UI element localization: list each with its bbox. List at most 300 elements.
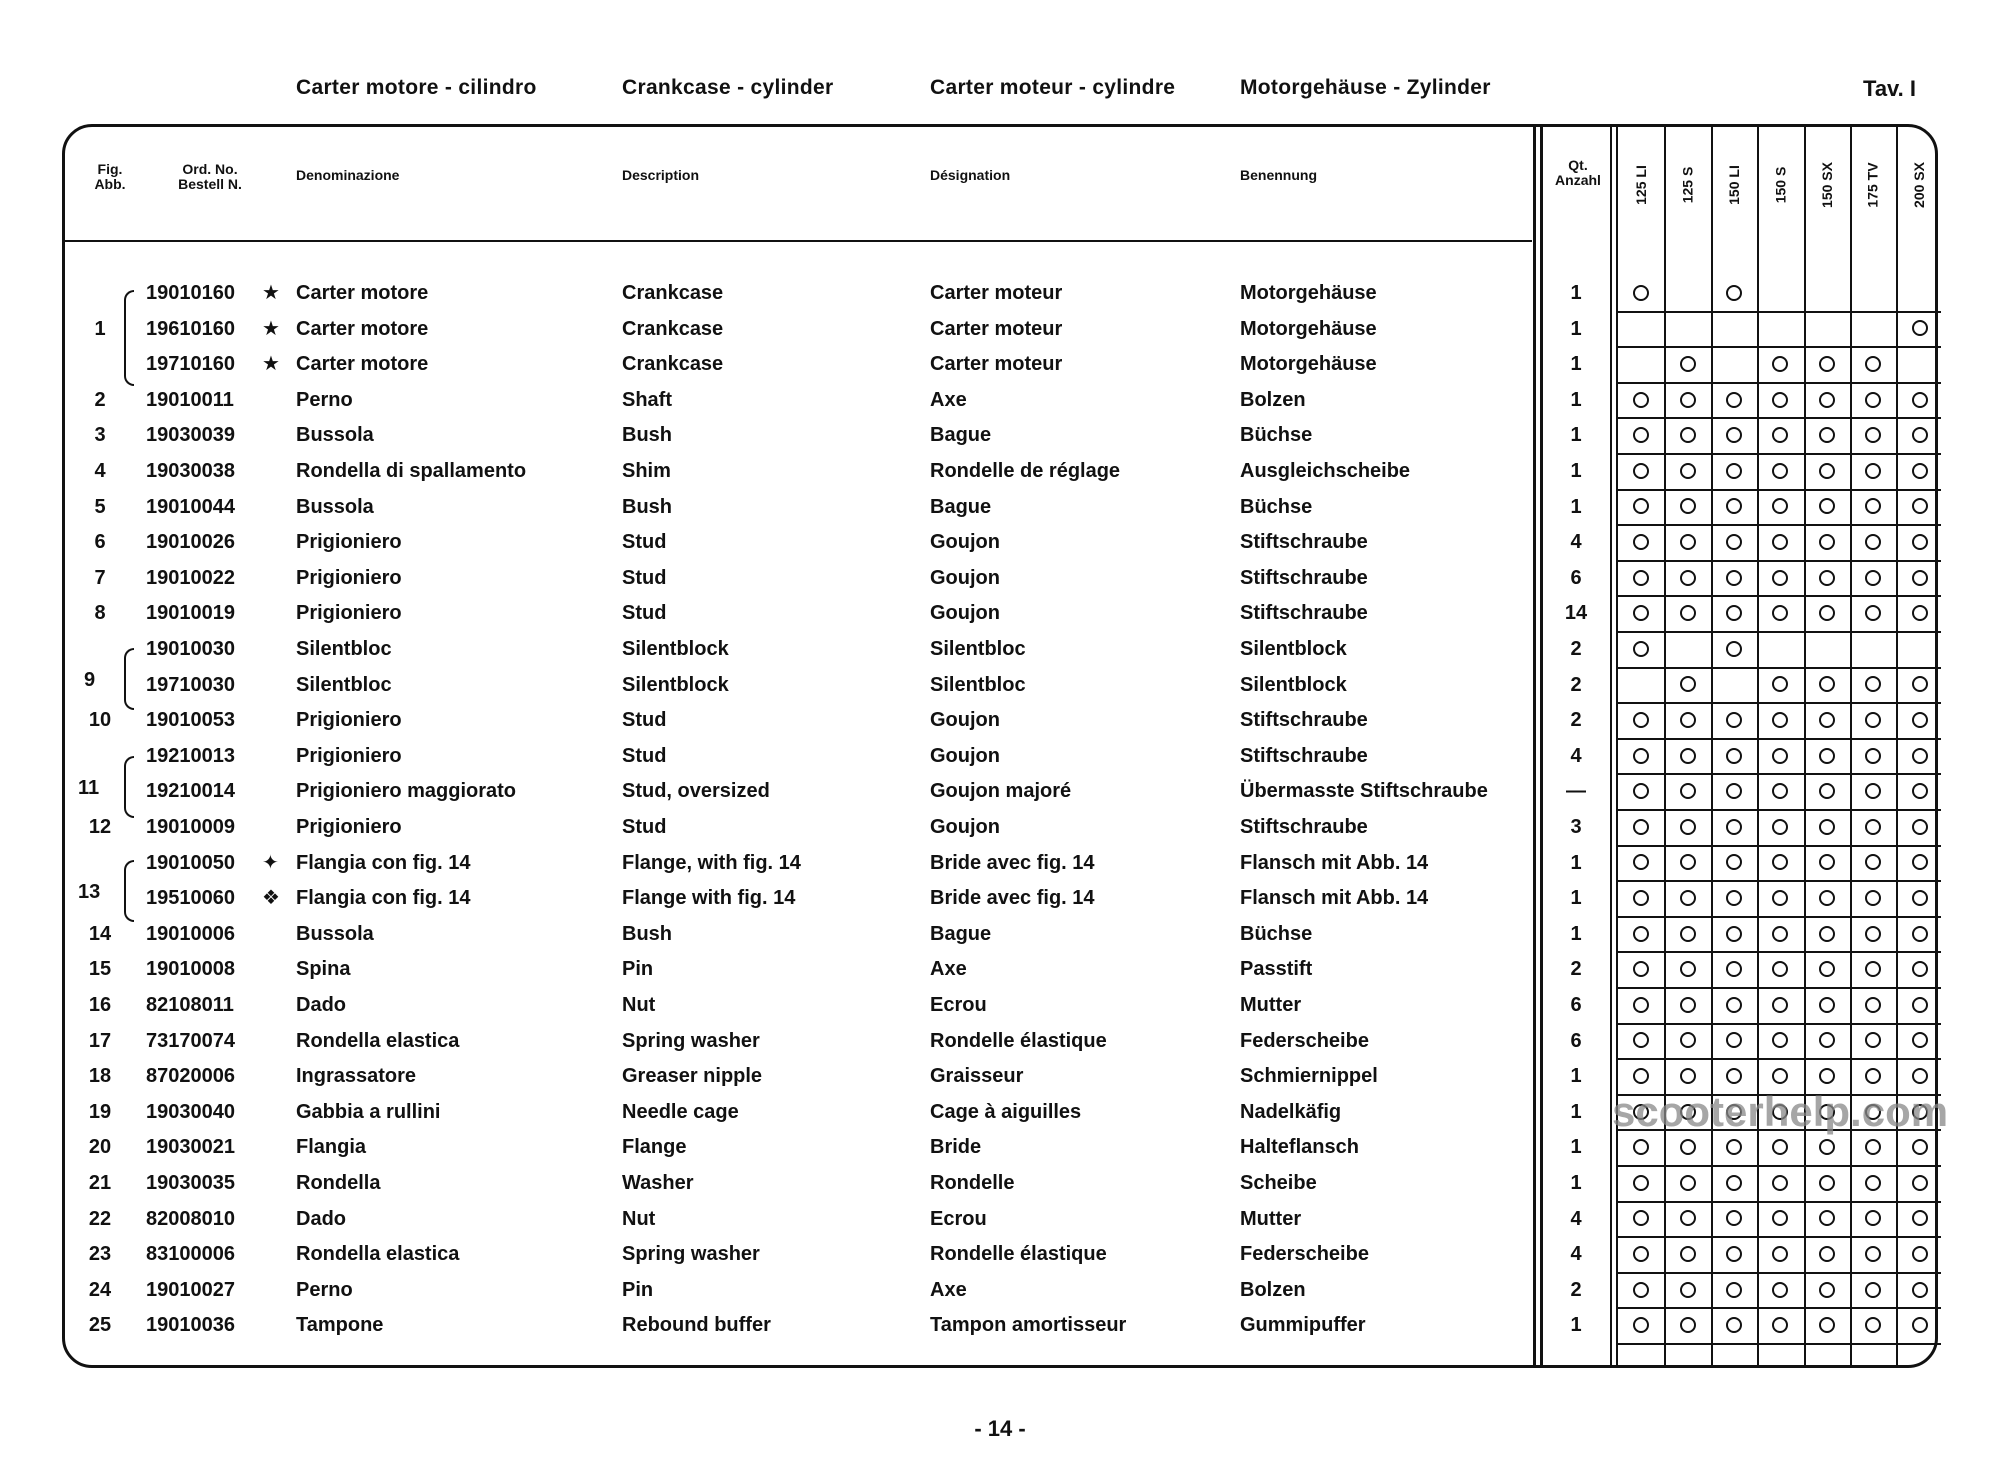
applicability-mark: [1819, 712, 1835, 728]
applicability-mark: [1726, 1210, 1742, 1226]
applicability-mark: [1819, 605, 1835, 621]
cell-ord: 19010027: [146, 1278, 235, 1301]
applicability-mark: [1772, 1282, 1788, 1298]
cell-fr: Axe: [930, 1278, 967, 1301]
applicability-mark: [1680, 1175, 1696, 1191]
applicability-mark: [1865, 463, 1881, 479]
cell-qty: 6: [1570, 566, 1582, 589]
applicability-mark: [1633, 285, 1649, 301]
cell-it: Carter motore: [296, 282, 429, 304]
cell-fr: Carter moteur: [930, 317, 1063, 340]
cell-ord: 19030039: [146, 424, 235, 447]
cell-en: Crankcase: [622, 282, 724, 304]
applicability-mark: [1633, 570, 1649, 586]
row-grid-line: [1618, 1343, 1941, 1345]
applicability-mark: [1865, 783, 1881, 799]
applicability-mark: [1912, 1068, 1928, 1084]
applicability-mark: [1633, 997, 1649, 1013]
title-italian: Carter motore - cilindro: [296, 76, 537, 99]
cell-en: Stud: [622, 531, 667, 554]
applicability-mark: [1726, 641, 1742, 657]
cell-de: Stiftschraube: [1240, 709, 1368, 732]
cell-fr: Rondelle élastique: [930, 1243, 1107, 1266]
cell-qty: 4: [1570, 1243, 1582, 1266]
table-row: [0, 668, 2000, 703]
cell-de: Bolzen: [1240, 388, 1306, 411]
applicability-mark: [1680, 1210, 1696, 1226]
applicability-mark: [1726, 1032, 1742, 1048]
cell-fig: 16: [88, 994, 112, 1016]
cell-fig: 4: [94, 460, 106, 482]
cell-en: Silentblock: [622, 673, 729, 696]
cell-fr: Carter moteur: [930, 282, 1063, 304]
applicability-mark: [1819, 1210, 1835, 1226]
applicability-mark: [1680, 605, 1696, 621]
cell-it: Tampone: [296, 1314, 384, 1337]
applicability-mark: [1772, 356, 1788, 372]
applicability-mark: [1726, 712, 1742, 728]
applicability-mark: [1633, 427, 1649, 443]
variant-label: 200 SX: [1911, 162, 1928, 208]
cell-en: Nut: [622, 994, 656, 1016]
applicability-mark: [1726, 1317, 1742, 1333]
cell-fig: 22: [88, 1207, 112, 1230]
applicability-mark: [1865, 961, 1881, 977]
cell-mark: ✦: [262, 851, 279, 874]
cell-en: Stud: [622, 602, 667, 625]
variant-header: [1760, 150, 1800, 220]
cell-ord: 83100006: [146, 1243, 235, 1266]
applicability-mark: [1772, 819, 1788, 835]
applicability-mark: [1865, 1210, 1881, 1226]
cell-qty: 1: [1570, 1172, 1582, 1194]
cell-fr: Goujon majoré: [930, 780, 1072, 803]
applicability-mark: [1726, 997, 1742, 1013]
table-row: [0, 312, 2000, 347]
cell-qty: 1: [1570, 353, 1582, 376]
cell-fig: 20: [88, 1136, 112, 1159]
cell-qty: 1: [1570, 922, 1582, 945]
applicability-mark: [1772, 961, 1788, 977]
cell-fig: 6: [94, 531, 106, 554]
applicability-mark: [1865, 356, 1881, 372]
cell-fig: 24: [88, 1278, 112, 1301]
applicability-mark: [1912, 427, 1928, 443]
applicability-mark: [1865, 605, 1881, 621]
applicability-mark: [1772, 997, 1788, 1013]
applicability-mark: [1819, 570, 1835, 586]
cell-de: Federscheibe: [1240, 1029, 1369, 1052]
cell-ord: 19030021: [146, 1136, 235, 1159]
cell-fr: Goujon: [930, 531, 1000, 554]
applicability-mark: [1819, 819, 1835, 835]
applicability-mark: [1865, 712, 1881, 728]
table-row: [0, 561, 2000, 596]
cell-ord: 82008010: [146, 1207, 235, 1230]
cell-de: Halteflansch: [1240, 1136, 1359, 1159]
applicability-mark: [1726, 605, 1742, 621]
cell-fig: 19: [88, 1100, 112, 1123]
cell-ord: 19010050: [146, 851, 235, 874]
table-row: [0, 810, 2000, 845]
cell-fr: Ecrou: [930, 994, 987, 1016]
variant-header: [1714, 150, 1754, 220]
applicability-mark: [1772, 1317, 1788, 1333]
cell-ord: 19030038: [146, 460, 235, 482]
cell-ord: 19010011: [146, 388, 234, 411]
applicability-mark: [1865, 1032, 1881, 1048]
cell-it: Flangia con fig. 14: [296, 887, 471, 910]
cell-ord: 19010008: [146, 958, 235, 981]
cell-en: Stud, oversized: [622, 780, 770, 803]
cell-qty: 4: [1570, 744, 1582, 767]
cell-de: Stiftschraube: [1240, 531, 1368, 554]
applicability-mark: [1865, 676, 1881, 692]
applicability-mark: [1772, 570, 1788, 586]
applicability-mark: [1772, 534, 1788, 550]
cell-fr: Goujon: [930, 744, 1000, 767]
cell-en: Stud: [622, 566, 667, 589]
cell-ord: 19010030: [146, 638, 235, 660]
applicability-mark: [1865, 1282, 1881, 1298]
cell-ord: 73170074: [146, 1029, 235, 1052]
cell-de: Ausgleichscheibe: [1240, 460, 1411, 482]
cell-fr: Axe: [930, 958, 967, 981]
cell-de: Mutter: [1240, 994, 1302, 1016]
cell-it: Perno: [296, 388, 353, 411]
applicability-mark: [1680, 783, 1696, 799]
cell-de: Stiftschraube: [1240, 816, 1368, 838]
watermark-logo: [1612, 1070, 1949, 1150]
group-fig-9: 9: [84, 669, 96, 691]
cell-qty: 2: [1570, 958, 1582, 981]
applicability-mark: [1633, 890, 1649, 906]
cell-en: Shim: [622, 460, 671, 482]
applicability-mark: [1865, 819, 1881, 835]
table-row: [0, 988, 2000, 1023]
cell-de: Stiftschraube: [1240, 566, 1368, 589]
page-number: - 14 -: [974, 1416, 1026, 1441]
cell-mark: ★: [262, 282, 280, 304]
cell-fr: Graisseur: [930, 1065, 1024, 1088]
cell-de: Gummipuffer: [1240, 1314, 1366, 1337]
cell-qty: 1: [1570, 282, 1582, 304]
group-brace-13: [124, 860, 134, 922]
cell-en: Stud: [622, 816, 667, 838]
applicability-mark: [1633, 712, 1649, 728]
table-row: [0, 418, 2000, 453]
applicability-mark: [1680, 534, 1696, 550]
cell-en: Pin: [622, 958, 654, 981]
applicability-mark: [1819, 392, 1835, 408]
cell-de: Scheibe: [1240, 1172, 1317, 1194]
col-order-number: Ord. No. Bestell N.: [178, 161, 242, 192]
cell-ord: 19010022: [146, 566, 235, 589]
applicability-mark: [1865, 534, 1881, 550]
cell-fr: Rondelle élastique: [930, 1029, 1107, 1052]
cell-ord: 19010019: [146, 602, 235, 625]
cell-en: Needle cage: [622, 1100, 739, 1123]
header-divider: [62, 240, 1532, 242]
cell-de: Silentblock: [1240, 638, 1347, 660]
cell-mark: ★: [262, 353, 280, 376]
applicability-mark: [1772, 427, 1788, 443]
cell-fr: Silentbloc: [930, 638, 1026, 660]
applicability-mark: [1912, 1282, 1928, 1298]
cell-en: Flange with fig. 14: [622, 887, 796, 910]
cell-qty: 2: [1570, 673, 1582, 696]
cell-qty: 6: [1570, 1029, 1582, 1052]
table-row: [0, 1237, 2000, 1272]
cell-fig: 10: [88, 709, 112, 732]
col-english: Description: [622, 167, 700, 183]
cell-it: Silentbloc: [296, 673, 392, 696]
title-english: Crankcase - cylinder: [622, 76, 834, 99]
cell-de: Stiftschraube: [1240, 602, 1368, 625]
cell-fr: Ecrou: [930, 1207, 987, 1230]
table-row: [0, 525, 2000, 560]
applicability-mark: [1633, 534, 1649, 550]
applicability-mark: [1819, 1317, 1835, 1333]
table-row: [0, 347, 2000, 382]
cell-de: Büchse: [1240, 424, 1313, 447]
applicability-mark: [1772, 498, 1788, 514]
applicability-mark: [1912, 498, 1928, 514]
applicability-mark: [1772, 676, 1788, 692]
cell-de: Flansch mit Abb. 14: [1240, 887, 1429, 910]
cell-de: Mutter: [1240, 1207, 1302, 1230]
applicability-mark: [1912, 890, 1928, 906]
applicability-mark: [1772, 605, 1788, 621]
cell-it: Rondella elastica: [296, 1029, 460, 1052]
table-row: [0, 596, 2000, 631]
applicability-mark: [1680, 712, 1696, 728]
cell-fig: 15: [88, 958, 112, 981]
applicability-mark: [1819, 1282, 1835, 1298]
applicability-mark: [1633, 854, 1649, 870]
plate-number: Tav. I: [1863, 76, 1916, 101]
applicability-mark: [1912, 1317, 1928, 1333]
applicability-mark: [1680, 1317, 1696, 1333]
applicability-mark: [1726, 463, 1742, 479]
applicability-mark: [1680, 392, 1696, 408]
applicability-mark: [1726, 285, 1742, 301]
applicability-mark: [1865, 1175, 1881, 1191]
cell-qty: 1: [1570, 495, 1582, 518]
applicability-mark: [1772, 1032, 1788, 1048]
applicability-mark: [1819, 997, 1835, 1013]
applicability-mark: [1912, 534, 1928, 550]
cell-fig: 7: [94, 566, 106, 589]
variant-header: [1621, 150, 1661, 220]
applicability-mark: [1819, 961, 1835, 977]
cell-fr: Goujon: [930, 816, 1000, 838]
table-row: [0, 774, 2000, 809]
cell-en: Stud: [622, 744, 667, 767]
cell-en: Flange, with fig. 14: [622, 851, 801, 874]
applicability-mark: [1772, 890, 1788, 906]
cell-qty: 1: [1570, 1136, 1582, 1159]
applicability-mark: [1772, 392, 1788, 408]
applicability-mark: [1726, 961, 1742, 977]
cell-fr: Bride avec fig. 14: [930, 851, 1095, 874]
cell-de: Motorgehäuse: [1240, 353, 1377, 376]
applicability-mark: [1912, 783, 1928, 799]
cell-qty: 1: [1570, 1100, 1582, 1123]
applicability-mark: [1865, 926, 1881, 942]
cell-en: Pin: [622, 1278, 654, 1301]
cell-it: Rondella elastica: [296, 1243, 460, 1266]
cell-de: Büchse: [1240, 922, 1313, 945]
title-french: Carter moteur - cylindre: [930, 76, 1176, 99]
applicability-mark: [1912, 676, 1928, 692]
cell-qty: 1: [1570, 460, 1582, 482]
applicability-mark: [1865, 392, 1881, 408]
applicability-mark: [1633, 748, 1649, 764]
applicability-mark: [1865, 1246, 1881, 1262]
table-row: [0, 1202, 2000, 1237]
cell-ord: 19030040: [146, 1100, 235, 1123]
applicability-mark: [1633, 1317, 1649, 1333]
applicability-mark: [1912, 1032, 1928, 1048]
col-german: Benennung: [1240, 167, 1317, 183]
group-fig-11: 11: [78, 777, 100, 799]
table-row: [0, 952, 2000, 987]
applicability-mark: [1865, 997, 1881, 1013]
cell-de: Büchse: [1240, 495, 1313, 518]
applicability-mark: [1865, 427, 1881, 443]
cell-ord: 19010044: [146, 495, 235, 518]
cell-it: Prigioniero: [296, 709, 402, 732]
cell-de: Übermasste Stiftschraube: [1240, 780, 1488, 803]
cell-it: Silentbloc: [296, 638, 392, 660]
applicability-mark: [1772, 783, 1788, 799]
cell-it: Prigioniero: [296, 744, 402, 767]
applicability-mark: [1726, 1175, 1742, 1191]
applicability-mark: [1726, 819, 1742, 835]
applicability-mark: [1633, 605, 1649, 621]
applicability-mark: [1819, 748, 1835, 764]
applicability-mark: [1819, 926, 1835, 942]
cell-fr: Rondelle de réglage: [930, 460, 1121, 482]
table-row: [0, 383, 2000, 418]
applicability-mark: [1680, 819, 1696, 835]
applicability-mark: [1680, 961, 1696, 977]
applicability-mark: [1865, 890, 1881, 906]
cell-it: Ingrassatore: [296, 1065, 417, 1088]
cell-qty: 3: [1570, 816, 1582, 838]
cell-fr: Bague: [930, 922, 992, 945]
cell-en: Spring washer: [622, 1243, 760, 1266]
cell-it: Bussola: [296, 495, 374, 518]
cell-it: Prigioniero maggiorato: [296, 780, 517, 803]
watermark-text: scooterhelp.com: [1612, 1088, 1949, 1135]
applicability-mark: [1865, 570, 1881, 586]
applicability-mark: [1819, 463, 1835, 479]
applicability-mark: [1912, 961, 1928, 977]
cell-ord: 19010006: [146, 922, 235, 945]
cell-fig: 14: [88, 922, 112, 945]
col-french: Désignation: [930, 167, 1011, 183]
applicability-mark: [1726, 1282, 1742, 1298]
cell-ord: 19610160: [146, 317, 235, 340]
cell-ord: 19010160: [146, 282, 235, 304]
variant-label: 125 S: [1679, 166, 1696, 204]
variant-header: [1899, 150, 1939, 220]
table-row: [0, 1024, 2000, 1059]
cell-fig: 21: [88, 1172, 112, 1194]
cell-fr: Axe: [930, 388, 967, 411]
applicability-mark: [1819, 427, 1835, 443]
table-row: [0, 739, 2000, 774]
table-row: [0, 703, 2000, 738]
cell-fr: Carter moteur: [930, 353, 1063, 376]
cell-it: Carter motore: [296, 353, 429, 376]
cell-it: Dado: [296, 1207, 346, 1230]
cell-fig: 17: [88, 1029, 112, 1052]
applicability-mark: [1633, 819, 1649, 835]
applicability-mark: [1819, 676, 1835, 692]
applicability-mark: [1772, 712, 1788, 728]
cell-ord: 19010036: [146, 1314, 235, 1337]
applicability-mark: [1819, 854, 1835, 870]
variant-label: 125 LI: [1632, 165, 1649, 205]
applicability-mark: [1865, 1317, 1881, 1333]
cell-fig: 25: [88, 1314, 112, 1337]
cell-ord: 19010009: [146, 816, 235, 838]
applicability-mark: [1726, 783, 1742, 799]
cell-en: Bush: [622, 495, 672, 518]
cell-de: Silentblock: [1240, 673, 1347, 696]
cell-fig: 23: [88, 1243, 112, 1266]
applicability-mark: [1912, 997, 1928, 1013]
cell-en: Nut: [622, 1207, 656, 1230]
cell-it: Prigioniero: [296, 816, 402, 838]
applicability-mark: [1633, 1032, 1649, 1048]
cell-en: Spring washer: [622, 1029, 760, 1052]
cell-ord: 19710160: [146, 353, 235, 376]
cell-it: Carter motore: [296, 317, 429, 340]
applicability-mark: [1819, 783, 1835, 799]
applicability-mark: [1633, 498, 1649, 514]
cell-qty: 2: [1570, 1278, 1582, 1301]
applicability-mark: [1912, 1139, 1928, 1155]
applicability-mark: [1819, 356, 1835, 372]
cell-mark: ❖: [262, 887, 280, 910]
applicability-mark: [1633, 463, 1649, 479]
cell-de: Schmiernippel: [1240, 1065, 1378, 1088]
applicability-mark: [1912, 605, 1928, 621]
applicability-mark: [1633, 961, 1649, 977]
cell-it: Flangia: [296, 1136, 367, 1159]
cell-de: Bolzen: [1240, 1278, 1306, 1301]
cell-it: Prigioniero: [296, 566, 402, 589]
applicability-mark: [1912, 926, 1928, 942]
applicability-mark: [1726, 926, 1742, 942]
cell-fig: 3: [94, 424, 106, 447]
applicability-mark: [1912, 1175, 1928, 1191]
applicability-mark: [1772, 1175, 1788, 1191]
applicability-mark: [1772, 1246, 1788, 1262]
cell-it: Flangia con fig. 14: [296, 851, 471, 874]
table-row: [0, 490, 2000, 525]
variant-header: [1807, 150, 1847, 220]
variant-label: 150 S: [1772, 166, 1789, 204]
applicability-mark: [1680, 463, 1696, 479]
col-quantity: Qt. Anzahl: [1555, 157, 1601, 188]
applicability-mark: [1680, 748, 1696, 764]
cell-it: Gabbia a rullini: [296, 1100, 441, 1123]
